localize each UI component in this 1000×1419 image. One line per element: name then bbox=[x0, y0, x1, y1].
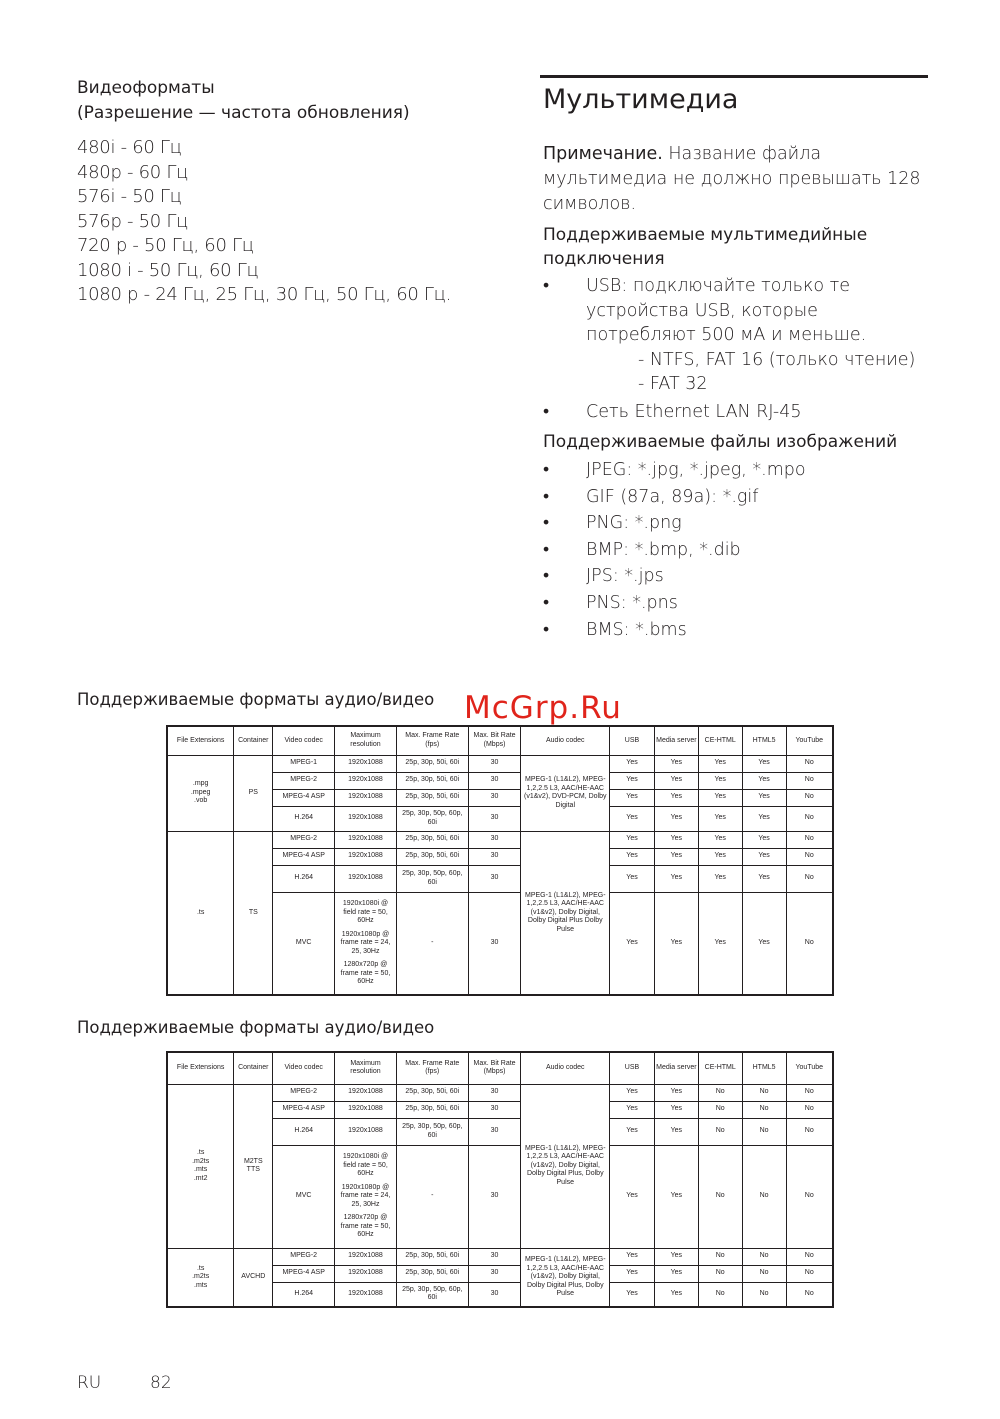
page-number: 82 bbox=[150, 1373, 172, 1393]
table-cell: H.264 bbox=[273, 1118, 335, 1145]
table-cell: No bbox=[786, 1084, 833, 1101]
list-item bbox=[543, 400, 933, 425]
list-item bbox=[543, 590, 933, 617]
table-cell: 30 bbox=[468, 848, 521, 865]
table-header: Max. Frame Rate (fps) bbox=[396, 1052, 468, 1084]
table-cell: Yes bbox=[698, 789, 742, 806]
resolution-line: 1280x720p @ frame rate = 50, 60Hz bbox=[340, 961, 391, 985]
table-cell: Yes bbox=[654, 1265, 698, 1282]
lan-text: Сеть Ethernet LAN RJ-45 bbox=[586, 401, 802, 422]
table-cell: Yes bbox=[610, 806, 655, 831]
table-header: Maximum resolution bbox=[335, 1052, 397, 1084]
table-cell: 1920x1088 bbox=[335, 1101, 397, 1118]
table-cell: 1920x1088 bbox=[335, 848, 397, 865]
multimedia-content bbox=[543, 142, 933, 643]
table-cell: 30 bbox=[468, 1084, 521, 1101]
table-cell: 30 bbox=[468, 1118, 521, 1145]
table-cell: No bbox=[742, 1118, 786, 1145]
table-cell: No bbox=[742, 1084, 786, 1101]
table-cell: .ts bbox=[167, 831, 234, 995]
table-cell: .ts .m2ts .mts bbox=[167, 1248, 234, 1307]
bullet-icon: • bbox=[543, 592, 550, 613]
table-cell: Yes bbox=[610, 789, 655, 806]
table-cell: No bbox=[786, 892, 833, 995]
table-row bbox=[167, 1084, 833, 1101]
table-cell: No bbox=[742, 1101, 786, 1118]
table-cell: Yes bbox=[654, 1282, 698, 1307]
video-formats-title: Видеоформаты bbox=[77, 78, 215, 98]
usb-sub-item: - FAT 32 bbox=[638, 373, 708, 394]
table-header-row bbox=[167, 726, 833, 755]
table-cell: No bbox=[698, 1084, 742, 1101]
table-cell: MPEG-1 (L1&L2), MPEG-1,2,2.5 L3, AAC/HE-AAC (v1&v2), Dolby Digital, Dolby Digital Plus Dolby Pulse bbox=[521, 831, 610, 995]
images-list bbox=[543, 457, 933, 643]
table-cell: No bbox=[786, 1118, 833, 1145]
table-cell: Yes bbox=[654, 806, 698, 831]
table-cell: 30 bbox=[468, 1145, 521, 1248]
table-cell: No bbox=[786, 1101, 833, 1118]
table-cell: Yes bbox=[610, 755, 655, 772]
note-label: Примечание. bbox=[543, 144, 663, 164]
table-cell: H.264 bbox=[273, 865, 335, 892]
table-header: Media server bbox=[654, 1052, 698, 1084]
list-item bbox=[543, 617, 933, 644]
table-cell: 25p, 30p, 50p, 60p, 60i bbox=[396, 1282, 468, 1307]
table-cell: No bbox=[742, 1248, 786, 1265]
table-cell: .mpg .mpeg .vob bbox=[167, 755, 234, 831]
table-cell: Yes bbox=[610, 1248, 655, 1265]
table-cell bbox=[335, 1145, 397, 1248]
table-header: YouTube bbox=[786, 1052, 833, 1084]
table-cell: MPEG-1 (L1&L2), MPEG-1,2,2.5 L3, AAC/HE-AAC (v1&v2), DVD-PCM, Dolby Digital bbox=[521, 755, 610, 831]
table-cell: Yes bbox=[610, 1084, 655, 1101]
image-format: BMP: *.bmp, *.dib bbox=[586, 539, 741, 560]
table-cell: No bbox=[786, 1145, 833, 1248]
table-cell: 30 bbox=[468, 755, 521, 772]
table-cell: Yes bbox=[654, 848, 698, 865]
list-item: 576p - 50 Гц bbox=[77, 210, 189, 232]
table-cell: No bbox=[786, 755, 833, 772]
image-format: JPEG: *.jpg, *.jpeg, *.mpo bbox=[586, 460, 806, 480]
table-cell: No bbox=[786, 1282, 833, 1307]
table-cell: Yes bbox=[654, 1084, 698, 1101]
table1-title: Поддерживаемые форматы аудио/видео bbox=[77, 690, 435, 709]
table-cell: Yes bbox=[610, 1101, 655, 1118]
image-format: PNS: *.pns bbox=[586, 592, 678, 613]
page-title: Мультимедиа bbox=[543, 84, 739, 115]
table-cell: Yes bbox=[610, 865, 655, 892]
table-cell: 1920x1088 bbox=[335, 1118, 397, 1145]
table-cell: 30 bbox=[468, 892, 521, 995]
table-cell: 30 bbox=[468, 789, 521, 806]
table-cell: MPEG-1 (L1&L2), MPEG-1,2,2.5 L3, AAC/HE-AAC (v1&v2), Dolby Digital, Dolby Digital Plus, Dolby Pulse bbox=[521, 1248, 610, 1307]
table-cell: 30 bbox=[468, 1248, 521, 1265]
table-cell: Yes bbox=[698, 772, 742, 789]
list-item: 1080 i - 50 Гц, 60 Гц bbox=[77, 259, 259, 281]
table-cell: Yes bbox=[742, 831, 786, 848]
table-cell: 1920x1088 bbox=[335, 1282, 397, 1307]
table-cell: 25p, 30p, 50i, 60i bbox=[396, 789, 468, 806]
table-header: Max. Bit Rate (Mbps) bbox=[468, 726, 521, 755]
video-formats-list bbox=[77, 136, 517, 308]
table-cell: Yes bbox=[742, 772, 786, 789]
table-cell: Yes bbox=[698, 806, 742, 831]
table-cell: Yes bbox=[654, 755, 698, 772]
table-header: USB bbox=[610, 1052, 655, 1084]
connections-heading: Поддерживаемые мультимедийные bbox=[543, 225, 868, 245]
table-header: Audio codec bbox=[521, 1052, 610, 1084]
watermark: McGrp.Ru bbox=[464, 690, 622, 726]
table-cell: MPEG-2 bbox=[273, 1248, 335, 1265]
table-header: Audio codec bbox=[521, 726, 610, 755]
table-cell: 1920x1088 bbox=[335, 1265, 397, 1282]
list-item bbox=[543, 484, 933, 511]
list-item bbox=[543, 274, 933, 348]
table-cell: Yes bbox=[654, 772, 698, 789]
image-format: BMS: *.bms bbox=[586, 619, 687, 640]
connections-heading-line2: подключения bbox=[543, 249, 665, 269]
table-cell: Yes bbox=[742, 755, 786, 772]
table-cell: Yes bbox=[654, 1145, 698, 1248]
table-header: File Extensions bbox=[167, 726, 234, 755]
table-header: USB bbox=[610, 726, 655, 755]
table-cell: - bbox=[396, 892, 468, 995]
table-cell: No bbox=[698, 1145, 742, 1248]
table-cell: 30 bbox=[468, 1282, 521, 1307]
table2-title: Поддерживаемые форматы аудио/видео bbox=[77, 1018, 435, 1037]
table-header: Container bbox=[234, 726, 273, 755]
table-cell: Yes bbox=[698, 831, 742, 848]
table-cell: MPEG-2 bbox=[273, 831, 335, 848]
table-cell: No bbox=[786, 848, 833, 865]
av-formats-table-2 bbox=[166, 1051, 834, 1308]
table-header: Media server bbox=[654, 726, 698, 755]
table-cell: No bbox=[742, 1265, 786, 1282]
table-cell: Yes bbox=[610, 831, 655, 848]
table-cell: Yes bbox=[698, 848, 742, 865]
list-item: 1080 p - 24 Гц, 25 Гц, 30 Гц, 50 Гц, 60 Гц. bbox=[77, 284, 452, 305]
list-item bbox=[543, 457, 933, 484]
table-header: File Extensions bbox=[167, 1052, 234, 1084]
table-cell: 1920x1088 bbox=[335, 789, 397, 806]
table-cell: Yes bbox=[742, 892, 786, 995]
bullet-icon: • bbox=[543, 619, 550, 640]
video-formats-subtitle: (Разрешение — частота обновления) bbox=[77, 103, 410, 123]
note-text: Название файла мультимедиа не должно превышать 128 символов. bbox=[543, 144, 921, 214]
table-header: Maximum resolution bbox=[335, 726, 397, 755]
table-header: Max. Frame Rate (fps) bbox=[396, 726, 468, 755]
table-cell: 25p, 30p, 50i, 60i bbox=[396, 831, 468, 848]
table-cell: Yes bbox=[742, 806, 786, 831]
table-cell: No bbox=[786, 772, 833, 789]
table-cell: Yes bbox=[610, 1145, 655, 1248]
bullet-icon: • bbox=[543, 460, 550, 480]
table-cell: 30 bbox=[468, 1265, 521, 1282]
table-cell: No bbox=[742, 1145, 786, 1248]
table-row bbox=[167, 1248, 833, 1265]
table-cell: Yes bbox=[742, 865, 786, 892]
table-cell: 1920x1088 bbox=[335, 806, 397, 831]
table-cell: H.264 bbox=[273, 1282, 335, 1307]
image-format: PNG: *.png bbox=[586, 513, 682, 534]
usb-text: USB: подключайте только те устройства USB, которые потребляют 500 мА и меньше. bbox=[586, 276, 867, 345]
image-format: GIF (87a, 89a): *.gif bbox=[586, 486, 759, 507]
table-cell: MVC bbox=[273, 892, 335, 995]
connections-list-2 bbox=[543, 400, 933, 425]
table-cell: Yes bbox=[610, 1265, 655, 1282]
table-cell: 30 bbox=[468, 1101, 521, 1118]
av-formats-table-1 bbox=[166, 725, 834, 996]
table-cell: MPEG-4 ASP bbox=[273, 1265, 335, 1282]
images-heading: Поддерживаемые файлы изображений bbox=[543, 432, 898, 452]
table-cell: 25p, 30p, 50i, 60i bbox=[396, 1101, 468, 1118]
table-header: Container bbox=[234, 1052, 273, 1084]
table-cell: No bbox=[786, 806, 833, 831]
table-cell: Yes bbox=[610, 772, 655, 789]
table-cell: No bbox=[698, 1248, 742, 1265]
table-cell: PS bbox=[234, 755, 273, 831]
table-cell: No bbox=[786, 1248, 833, 1265]
table-cell: No bbox=[742, 1282, 786, 1307]
table-cell: .ts .m2ts .mts .mt2 bbox=[167, 1084, 234, 1248]
table-cell: 25p, 30p, 50i, 60i bbox=[396, 755, 468, 772]
table-cell: Yes bbox=[610, 892, 655, 995]
table-header: Max. Bit Rate (Mbps) bbox=[468, 1052, 521, 1084]
list-item bbox=[543, 537, 933, 564]
table-cell: 30 bbox=[468, 806, 521, 831]
table-cell: 25p, 30p, 50i, 60i bbox=[396, 772, 468, 789]
table-cell: Yes bbox=[654, 892, 698, 995]
list-item bbox=[543, 510, 933, 537]
table-cell: AVCHD bbox=[234, 1248, 273, 1307]
bullet-icon: • bbox=[543, 513, 550, 534]
table-cell: Yes bbox=[654, 831, 698, 848]
footer-language: RU bbox=[77, 1373, 102, 1393]
table-cell: 1920x1088 bbox=[335, 755, 397, 772]
resolution-line: 1920x1080i @ field rate = 50, 60Hz bbox=[342, 900, 389, 924]
table-cell: No bbox=[698, 1118, 742, 1145]
table-cell: Yes bbox=[698, 755, 742, 772]
table-header: Video codec bbox=[273, 1052, 335, 1084]
bullet-icon: • bbox=[543, 486, 550, 507]
table-cell: 1920x1088 bbox=[335, 831, 397, 848]
connections-list bbox=[543, 274, 933, 348]
table-cell: No bbox=[698, 1282, 742, 1307]
table-header: Video codec bbox=[273, 726, 335, 755]
table-cell: MPEG-1 bbox=[273, 755, 335, 772]
resolution-line: 1920x1080p @ frame rate = 24, 25, 30Hz bbox=[340, 1183, 391, 1208]
image-format: JPS: *.jps bbox=[586, 566, 664, 587]
table-row bbox=[167, 755, 833, 772]
table-cell: MPEG-1 (L1&L2), MPEG-1,2,2.5 L3, AAC/HE-AAC (v1&v2), Dolby Digital, Dolby Digital Plus, Dolby Pulse bbox=[521, 1084, 610, 1248]
table-header: HTML5 bbox=[742, 726, 786, 755]
table-cell: Yes bbox=[654, 865, 698, 892]
table-header: HTML5 bbox=[742, 1052, 786, 1084]
list-item: 576i - 50 Гц bbox=[77, 186, 182, 207]
table-cell: 25p, 30p, 50p, 60p, 60i bbox=[396, 865, 468, 892]
table-cell: 25p, 30p, 50i, 60i bbox=[396, 1248, 468, 1265]
table-cell: MPEG-4 ASP bbox=[273, 1101, 335, 1118]
usb-sub-item: - NTFS, FAT 16 (только чтение) bbox=[638, 349, 916, 370]
table-cell: 1920x1088 bbox=[335, 865, 397, 892]
table-cell: Yes bbox=[610, 1282, 655, 1307]
list-item: 720 p - 50 Гц, 60 Гц bbox=[77, 235, 254, 256]
bullet-icon: • bbox=[543, 401, 550, 422]
table-cell: Yes bbox=[654, 1248, 698, 1265]
table-cell: Yes bbox=[742, 848, 786, 865]
table-cell: No bbox=[786, 1265, 833, 1282]
table-cell: Yes bbox=[698, 892, 742, 995]
table-cell: No bbox=[786, 789, 833, 806]
table-cell: 30 bbox=[468, 772, 521, 789]
table-cell: TS bbox=[234, 831, 273, 995]
table-cell: Yes bbox=[698, 865, 742, 892]
table-cell: 30 bbox=[468, 865, 521, 892]
table-cell: Yes bbox=[654, 1118, 698, 1145]
table-cell: 1920x1088 bbox=[335, 1248, 397, 1265]
table-cell: 25p, 30p, 50p, 60p, 60i bbox=[396, 1118, 468, 1145]
table-cell: Yes bbox=[654, 789, 698, 806]
resolution-line: 1920x1080p @ frame rate = 24, 25, 30Hz bbox=[340, 930, 391, 955]
table-cell: MPEG-4 ASP bbox=[273, 789, 335, 806]
resolution-line: 1920x1080i @ field rate = 50, 60Hz bbox=[342, 1153, 389, 1178]
table-cell: Yes bbox=[742, 789, 786, 806]
table-cell: MPEG-2 bbox=[273, 772, 335, 789]
table-header: YouTube bbox=[786, 726, 833, 755]
table-cell: Yes bbox=[654, 1101, 698, 1118]
table-cell: MVC bbox=[273, 1145, 335, 1248]
table-cell: No bbox=[698, 1101, 742, 1118]
section-rule bbox=[540, 75, 928, 78]
table-cell: 25p, 30p, 50i, 60i bbox=[396, 848, 468, 865]
bullet-icon: • bbox=[543, 276, 550, 296]
table-cell: M2TS TTS bbox=[234, 1084, 273, 1248]
table-cell: 1920x1088 bbox=[335, 772, 397, 789]
resolution-line: 1280x720p @ frame rate = 50, 60Hz bbox=[340, 1214, 391, 1239]
bullet-icon: • bbox=[543, 566, 550, 587]
table-cell: 25p, 30p, 50i, 60i bbox=[396, 1265, 468, 1282]
table-cell bbox=[335, 892, 397, 995]
table-cell: 1920x1088 bbox=[335, 1084, 397, 1101]
table-header-row bbox=[167, 1052, 833, 1084]
table-cell: No bbox=[698, 1265, 742, 1282]
table-cell: No bbox=[786, 831, 833, 848]
table-cell: H.264 bbox=[273, 806, 335, 831]
table-cell: 30 bbox=[468, 831, 521, 848]
table-header: CE-HTML bbox=[698, 726, 742, 755]
table-cell: MPEG-2 bbox=[273, 1084, 335, 1101]
table-header: CE-HTML bbox=[698, 1052, 742, 1084]
list-item: 480i - 60 Гц bbox=[77, 137, 182, 158]
table-cell: MPEG-4 ASP bbox=[273, 848, 335, 865]
table-cell: 25p, 30p, 50i, 60i bbox=[396, 1084, 468, 1101]
table-cell: - bbox=[396, 1145, 468, 1248]
note-paragraph bbox=[543, 142, 933, 217]
table-row bbox=[167, 831, 833, 848]
table-cell: 25p, 30p, 50p, 60p, 60i bbox=[396, 806, 468, 831]
bullet-icon: • bbox=[543, 539, 550, 560]
list-item: 480p - 60 Гц bbox=[77, 161, 189, 183]
list-item bbox=[543, 563, 933, 590]
table-cell: Yes bbox=[610, 848, 655, 865]
video-formats-section bbox=[77, 76, 517, 308]
table-cell: Yes bbox=[610, 1118, 655, 1145]
table-cell: No bbox=[786, 865, 833, 892]
